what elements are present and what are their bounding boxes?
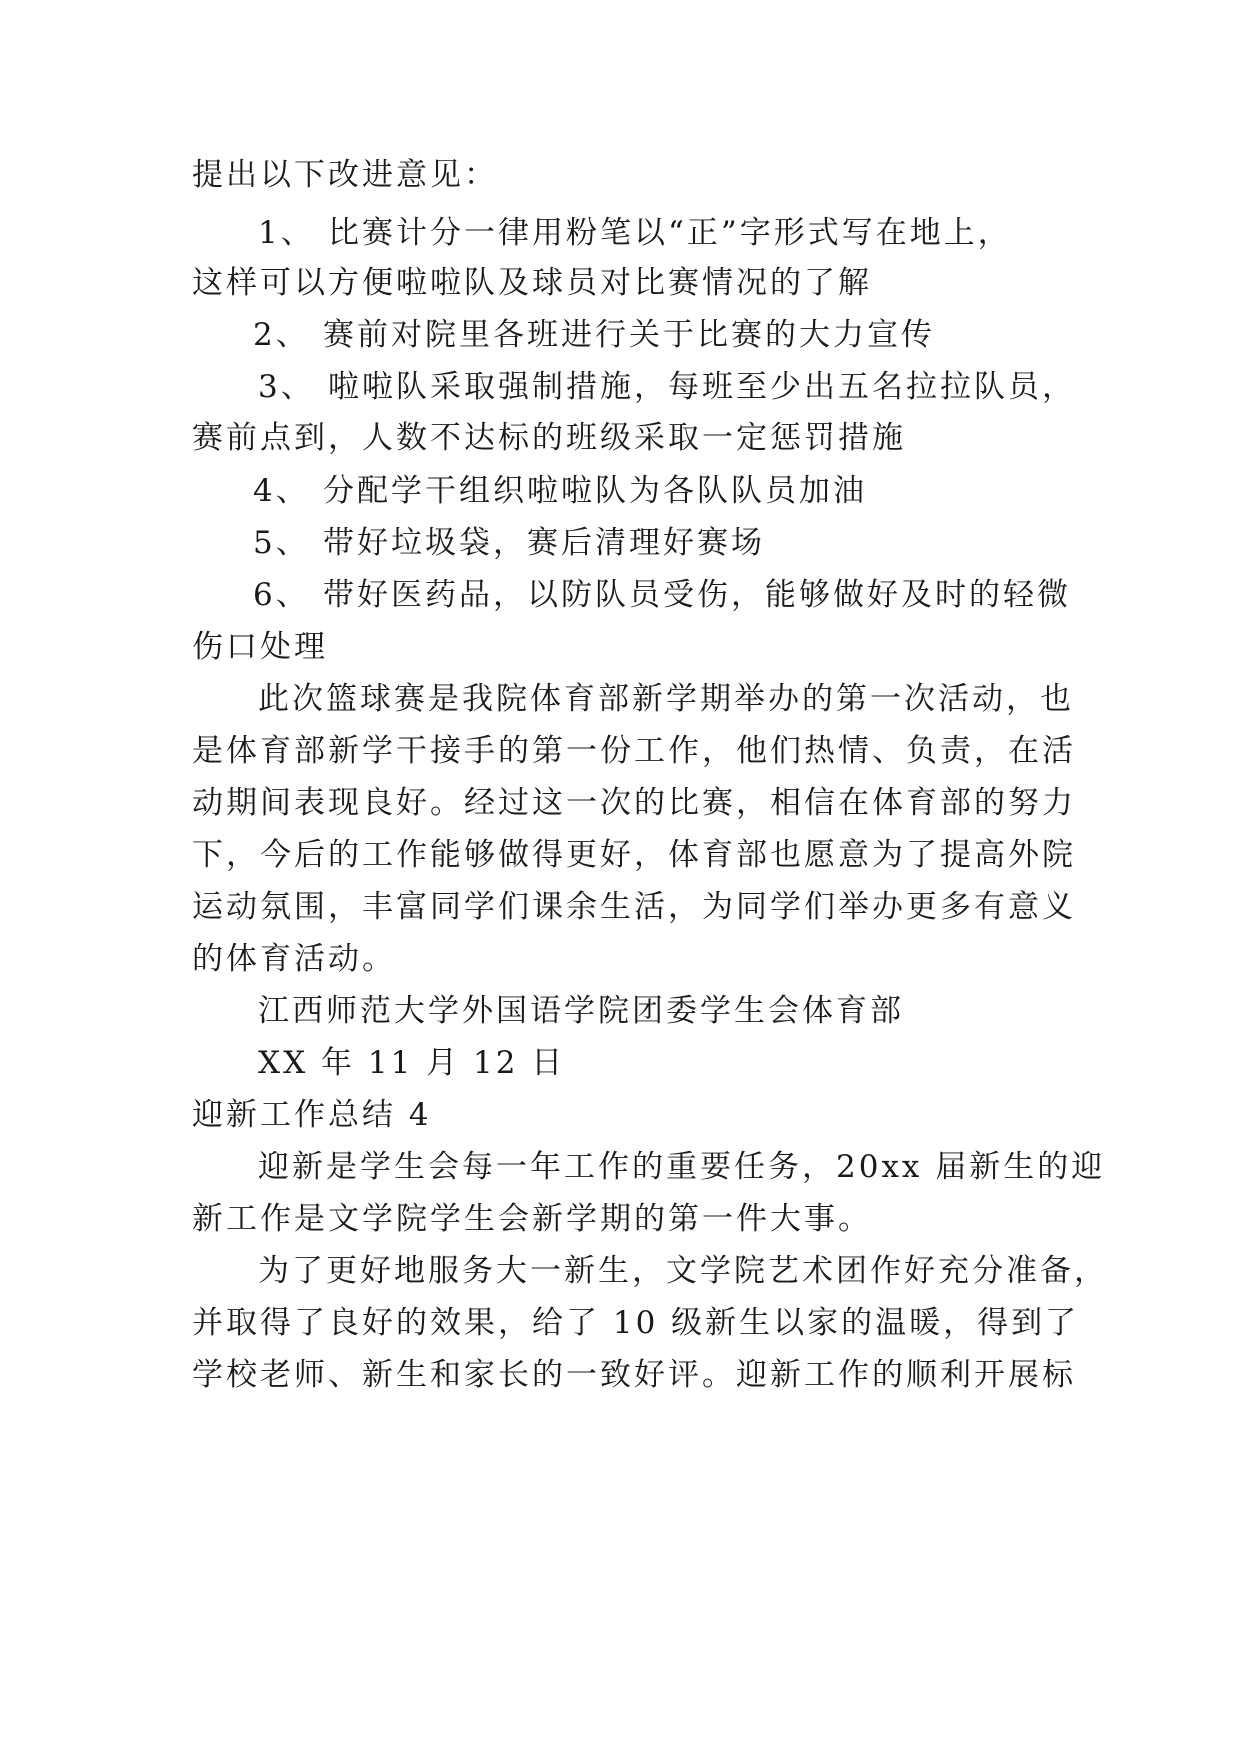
list-number: 4、 <box>253 473 310 509</box>
text-line-12: 是体育部新学干接手的第一份工作，他们热情、负责，在活 <box>192 733 1076 769</box>
signature-date: XX 年 11 月 12 日 <box>258 1045 566 1081</box>
signature-org: 江西师范大学外国语学院团委学生会体育部 <box>258 993 904 1029</box>
list-item-3 <box>258 367 1076 407</box>
list-item-text: 啦啦队采取强制措施，每班至少出五名拉拉队员， <box>328 369 1076 405</box>
text-line-23: 并取得了良好的效果，给了 10 级新生以家的温暖，得到了 <box>192 1305 1080 1341</box>
text-line-6: 赛前点到，人数不达标的班级采取一定惩罚措施 <box>192 420 906 456</box>
list-number: 6、 <box>253 577 310 613</box>
list-item-text: 比赛计分一律用粉笔以“正”字形式写在地上， <box>328 215 1012 251</box>
list-item-text: 带好垃圾袋，赛后清理好赛场 <box>323 525 765 561</box>
list-number: 5、 <box>253 525 310 561</box>
list-number: 1、 <box>258 215 315 251</box>
list-item-5 <box>253 523 765 563</box>
text-line-13: 动期间表现良好。经过这一次的比赛，相信在体育部的努力 <box>192 785 1076 821</box>
list-item-4 <box>253 471 867 511</box>
text-line-11: 此次篮球赛是我院体育部新学期举办的第一次活动，也 <box>258 681 1074 717</box>
text-line-14: 下，今后的工作能够做得更好，体育部也愿意为了提高外院 <box>192 837 1076 873</box>
list-item-6 <box>253 575 1071 615</box>
text-line-24: 学校老师、新生和家长的一致好评。迎新工作的顺利开展标 <box>192 1357 1076 1393</box>
list-number: 2、 <box>253 317 310 353</box>
section-heading: 迎新工作总结 4 <box>192 1097 432 1133</box>
text-line-10: 伤口处理 <box>192 629 328 665</box>
text-line-21: 新工作是文学院学生会新学期的第一件大事。 <box>192 1201 872 1237</box>
text-line-3: 这样可以方便啦啦队及球员对比赛情况的了解 <box>192 265 872 301</box>
text-line-16: 的体育活动。 <box>192 941 396 977</box>
text-line-1: 提出以下改进意见： <box>192 157 498 193</box>
list-item-text: 分配学干组织啦啦队为各队队员加油 <box>323 473 867 509</box>
list-item-text: 带好医药品，以防队员受伤，能够做好及时的轻微 <box>323 577 1071 613</box>
list-item-text: 赛前对院里各班进行关于比赛的大力宣传 <box>323 317 935 353</box>
list-item-1 <box>258 213 1012 253</box>
text-line-20: 迎新是学生会每一年工作的重要任务，20xx 届新生的迎 <box>258 1149 1106 1185</box>
text-line-22: 为了更好地服务大一新生，文学院艺术团作好充分准备， <box>258 1253 1108 1289</box>
text-line-15: 运动氛围，丰富同学们课余生活，为同学们举办更多有意义 <box>192 889 1076 925</box>
list-item-2 <box>253 315 935 355</box>
list-number: 3、 <box>258 369 315 405</box>
